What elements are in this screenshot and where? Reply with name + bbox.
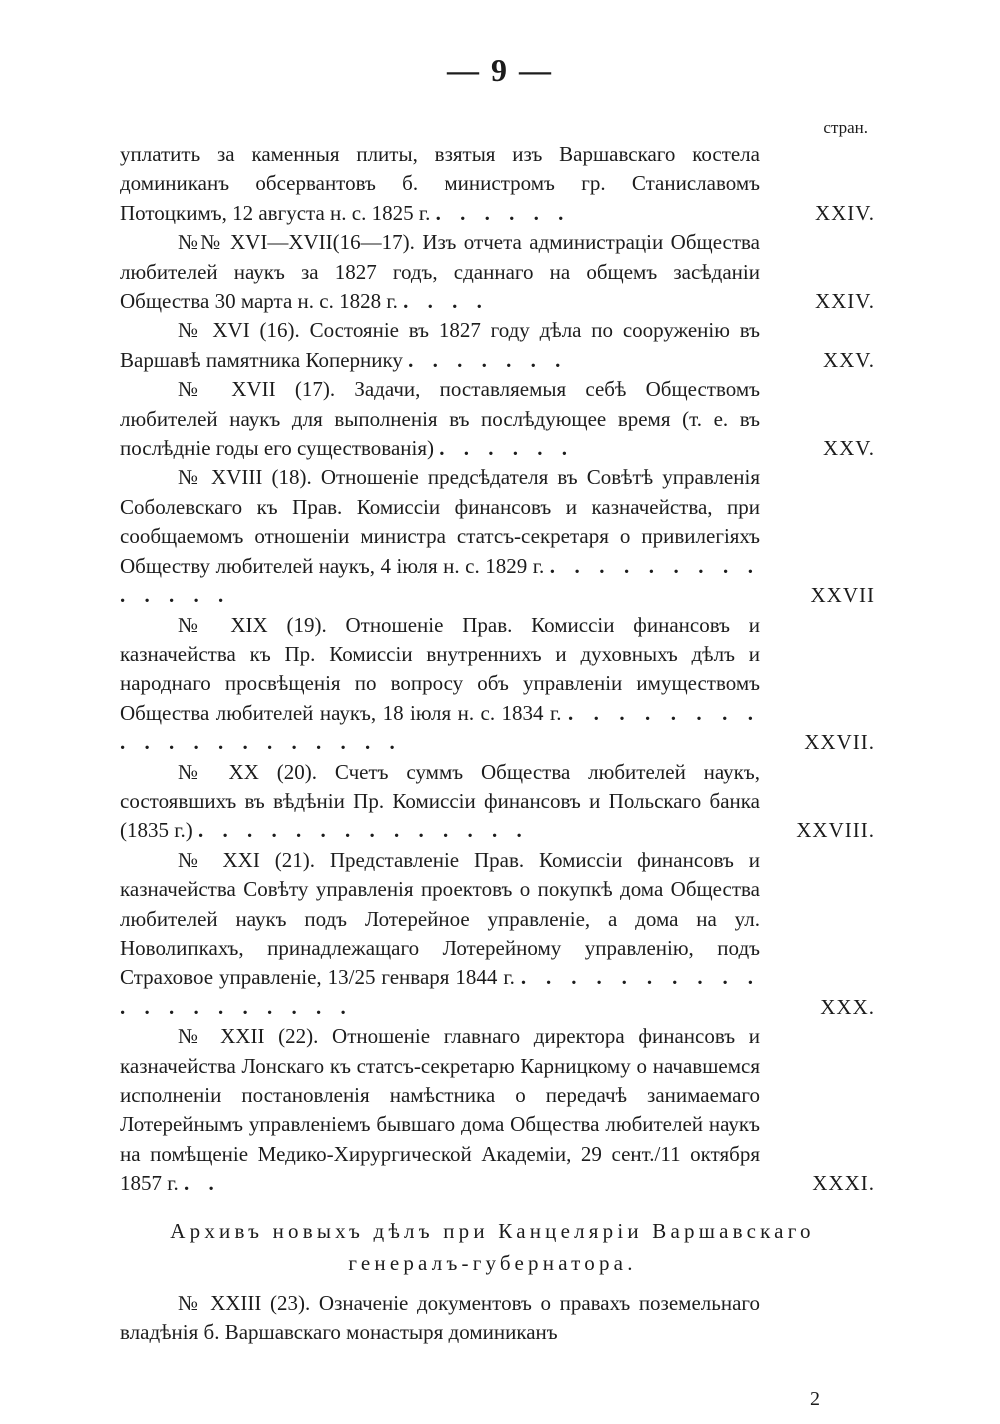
toc-entry — [120, 611, 875, 758]
entry-text: № XXIII (23). Означеніе документовъ о правахъ поземельнаго владѣнія б. Варшавскаго монастыря доминиканъ — [120, 1290, 760, 1345]
toc-entry — [120, 846, 875, 1022]
entry-page: XXV. — [822, 436, 875, 461]
toc-entry — [120, 140, 875, 228]
page-column-header: стран. — [823, 118, 868, 137]
entry-page: XXV. — [822, 347, 875, 372]
entry-page: XXIV. — [814, 289, 875, 314]
entry-page: XXIV. — [814, 200, 875, 225]
entry-text: № XIX (19). Отношеніе Прав. Комиссіи финансовъ и казначейства къ Пр. Комиссіи внутреннихъ и духовныхъ дѣлъ и народнаго просвѣщенія по вопросу объ управленіи имуществомъ Общества любителей наукъ, 18 іюля н. с. 1834 г. . . . . . . . . . . . . . . . . . . . . — [120, 612, 761, 755]
toc-entry — [120, 1022, 875, 1198]
toc-entry — [120, 228, 875, 316]
entry-text: уплатить за каменныя плиты, взятыя изъ Варшавскаго костела доминиканъ обсервантовъ б. министромъ гр. Станиславомъ Потоцкимъ, 12 августа н. с. 1825 г. . . . . . . — [120, 142, 760, 225]
leader-dots: . . . . . . . . . . . . . . — [197, 818, 529, 843]
toc-entry — [120, 316, 875, 375]
entry-page: XXVII. — [804, 730, 875, 755]
entry-text: № XXII (22). Отношеніе главнаго директора финансовъ и казначейства Лонскаго къ статсъ-секретарю Карницкому о начавшемся исполненіи постановленія намѣстника о передачѣ занимаемаго Лотерейнымъ управленіемъ бывшаго дома Общества любителей наукъ на помѣщеніе Медико-Хирургической Академіи, 29 сент./11 октября 1857 г. . . — [120, 1024, 760, 1196]
entry-text: № XXI (21). Представленіе Прав. Комиссіи финансовъ и казначейства Совѣту управленія проектовъ о покупкѣ дома Общества любителей наукъ подъ Лотерейное управленіе, а дома на ул. Новолипкахъ, принадлежащаго Лотерейному управленію, подъ Страховое управленіе, 13/25 генваря 1844 г. . . . . . . . . . . . . . . . . . . . . — [120, 847, 760, 1019]
signature-mark: 2 — [810, 1388, 820, 1410]
entry-page: XXVII — [810, 583, 875, 608]
leader-dots: . . — [184, 1171, 221, 1196]
table-of-contents — [120, 140, 875, 1347]
leader-dots: . . . . . . — [439, 436, 574, 461]
leader-dots: . . . . . . . . . . . . . . . . . . . . — [120, 965, 760, 1019]
entry-text: № XX (20). Счетъ суммъ Общества любителей наукъ, состоявшихъ въ вѣдѣніи Пр. Комиссіи финансовъ и Польскаго банка (1835 г.) . . . . . . . . . . . . . . — [120, 759, 760, 843]
entry-text: №№ XVI—XVII(16—17). Изъ отчета администраціи Общества любителей наукъ за 1827 годъ, сданнаго на общемъ засѣданіи Общества 30 марта н. с. 1828 г. . . . . — [120, 230, 760, 314]
toc-entry — [120, 758, 875, 846]
section-heading: Архивъ новыхъ дѣлъ при Канцеляріи Варшавскаго генералъ-губернатора. — [170, 1218, 815, 1275]
toc-entry — [120, 375, 875, 463]
leader-dots: . . . . . . . — [408, 347, 568, 372]
entry-text: № XVIII (18). Отношеніе предсѣдателя въ Совѣтѣ управленія Соболевскаго къ Прав. Комиссіи финансовъ и казначейства, при сообщаемомъ отношеніи министра статсъ-секретаря о привилегіяхъ Обществу любителей наукъ, 4 іюля н. с. 1829 г. . . . . . . . . . . . . . . — [120, 465, 761, 608]
toc-entry — [120, 1289, 875, 1348]
page-number: — 9 — — [447, 52, 553, 88]
leader-dots: . . . . . . — [435, 200, 571, 225]
entry-text: № XVII (17). Задачи, поставляемыя себѣ Обществомъ любителей наукъ для выполненія въ послѣдующее время (т. е. въ послѣдніе годы его существованія) . . . . . . — [120, 377, 760, 461]
entry-page: XXVIII. — [796, 818, 875, 843]
toc-entry — [120, 463, 875, 610]
leader-dots: . . . . . . . . . . . . . . . . . . . . — [120, 700, 761, 755]
leader-dots: . . . . . . . . . . . . . . — [120, 553, 761, 608]
entry-page: XXX. — [820, 994, 875, 1019]
leader-dots: . . . . — [403, 289, 489, 314]
entry-page: XXXI. — [812, 1171, 875, 1196]
entry-text: № XVI (16). Состояніе въ 1827 году дѣла по сооруженію въ Варшавѣ памятника Копернику . . . . . . . — [120, 318, 760, 372]
